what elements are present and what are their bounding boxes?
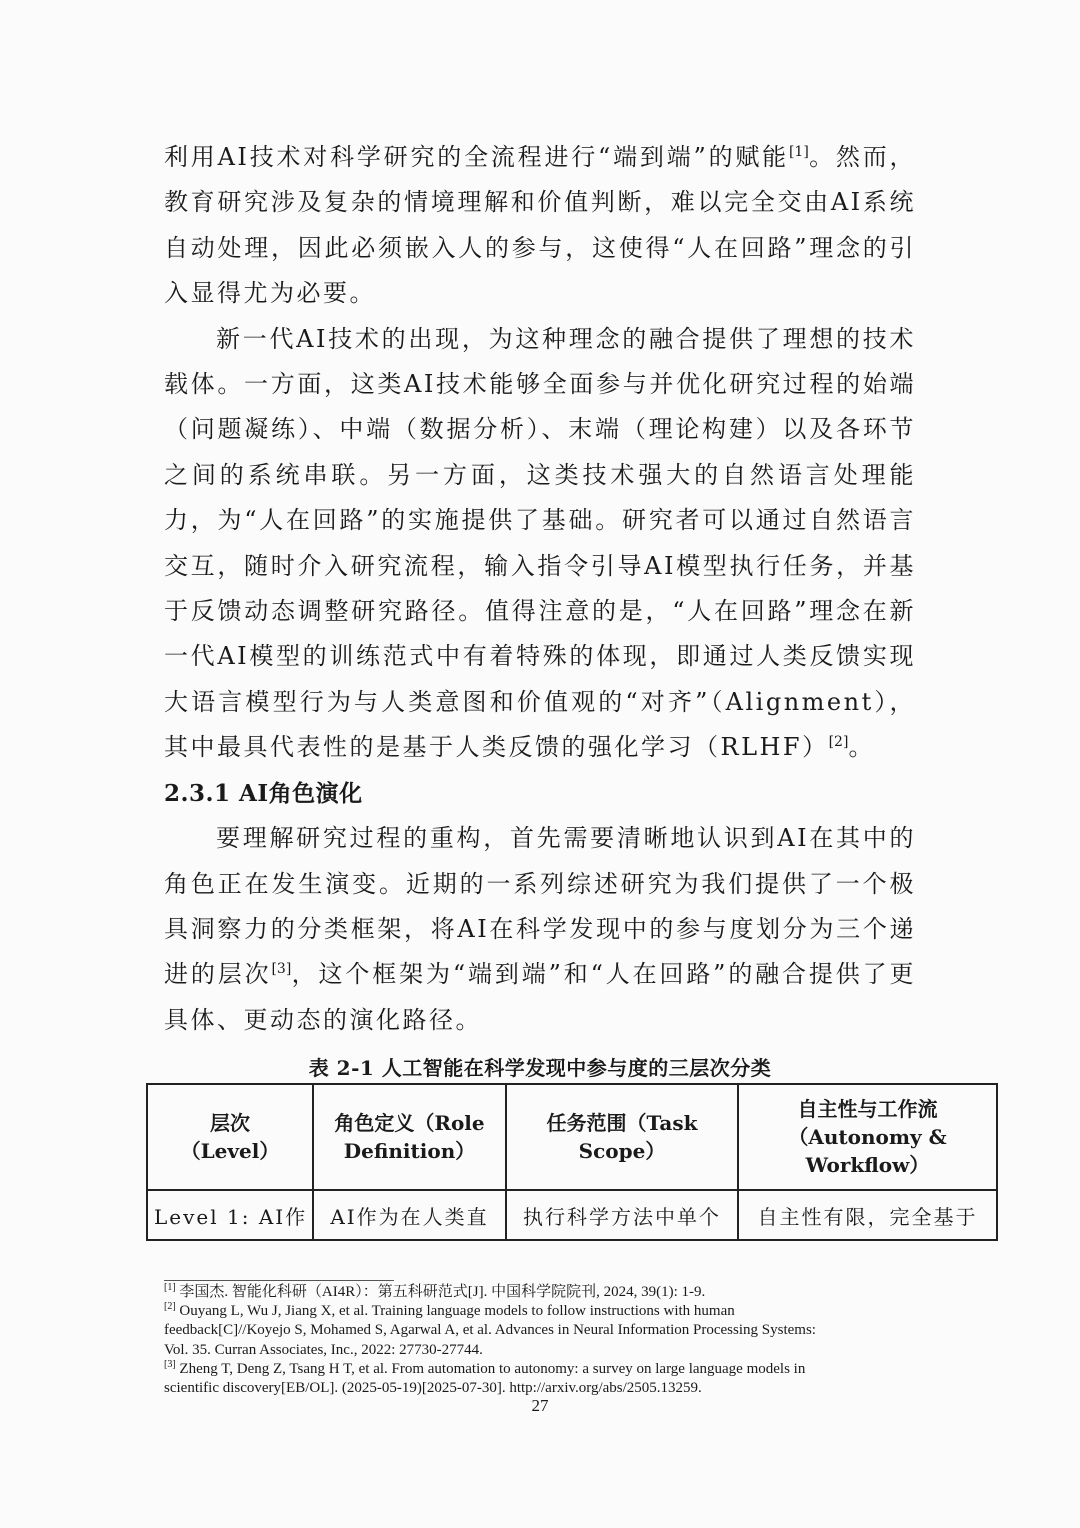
footnote-2-cont: Vol. 35. Curran Associates, Inc., 2022: 27730-27744. bbox=[164, 1341, 483, 1358]
classification-table bbox=[146, 1083, 998, 1241]
table-caption: 表 2-1 人工智能在科学发现中参与度的三层次分类 bbox=[308, 1056, 772, 1080]
header-autonomy-workflow: 自主性与工作流 （Autonomy & Workflow） bbox=[738, 1084, 997, 1190]
body-text bbox=[164, 135, 916, 1043]
cell-role: AI作为在人类直 bbox=[313, 1190, 506, 1240]
citation-ref-1[interactable]: [1] bbox=[788, 144, 809, 160]
section-heading: 2.3.1 AI角色演化 bbox=[164, 779, 363, 807]
cell-autonomy: 自主性有限，完全基于 bbox=[738, 1190, 997, 1240]
header-task-scope: 任务范围（Task Scope） bbox=[506, 1084, 738, 1190]
footnote-1: [1] 李国杰. 智能化科研（AI4R）：第五科研范式[J]. 中国科学院院刊, 2024, 39(1): 1-9. bbox=[164, 1282, 706, 1300]
footnote-3-cont[interactable]: scientific discovery[EB/OL]. (2025-05-19)[2025-07-30]. http://arxiv.org/abs/2505.13259. bbox=[164, 1380, 702, 1397]
footnotes bbox=[164, 1281, 924, 1398]
cell-scope: 执行科学方法中单个 bbox=[506, 1190, 738, 1240]
paragraph-3: 要理解研究过程的重构，首先需要清晰地认识到AI在其中的角色正在发生演变。近期的一系列综述研究为我们提供了一个极具洞察力的分类框架，将AI在科学发现中的参与度划分为三个递进的层次[3]，这个框架为“端到端”和“人在回路”的融合提供了更具体、更动态的演化路径。 bbox=[164, 824, 917, 1034]
footnote-2: [2] Ouyang L, Wu J, Jiang X, et al. Training language models to follow instructions with human bbox=[164, 1301, 735, 1320]
footnote-3: [3] Zheng T, Deng Z, Tsang H T, et al. From automation to autonomy: a survey on large language models in bbox=[164, 1358, 806, 1377]
cell-level: Level 1: AI作 bbox=[147, 1190, 313, 1240]
paragraph-2: 新一代AI技术的出现，为这种理念的融合提供了理想的技术载体。一方面，这类AI技术能够全面参与并优化研究过程的始端（问题凝练）、中端（数据分析）、末端（理论构建）以及各环节之间的系统串联。另一方面，这类技术强大的自然语言处理能力，为“人在回路”的实施提供了基础。研究者可以通过自然语言交互，随时介入研究流程，输入指令引导AI模型执行任务，并基于反馈动态调整研究路径。值得注意的是，“人在回路”理念在新一代AI模型的训练范式中有着特殊的体现，即通过人类反馈实现大语言模型行为与人类意图和价值观的“对齐”（Alignment），其中最具代表性的是基于人类反馈的强化学习（RLHF）[2]。 bbox=[164, 324, 916, 762]
citation-ref-2[interactable]: [2] bbox=[828, 734, 849, 751]
table-row bbox=[147, 1190, 997, 1240]
table-header-row bbox=[147, 1084, 997, 1190]
page-number: 27 bbox=[531, 1396, 549, 1415]
header-level: 层次 （Level） bbox=[147, 1084, 313, 1190]
footnote-2-cont: feedback[C]//Koyejo S, Mohamed S, Agarwal A, et al. Advances in Neural Information Processing Systems: bbox=[164, 1322, 816, 1339]
paragraph-1: 利用AI技术对科学研究的全流程进行“端到端”的赋能[1]。然而，教育研究涉及复杂的情境理解和价值判断，难以完全交由AI系统自动处理，因此必须嵌入人的参与，这使得“人在回路”理念的引入显得尤为必要。 bbox=[164, 143, 916, 308]
header-role-definition: 角色定义（Role Definition） bbox=[313, 1084, 506, 1190]
citation-ref-3[interactable]: [3] bbox=[271, 961, 292, 978]
